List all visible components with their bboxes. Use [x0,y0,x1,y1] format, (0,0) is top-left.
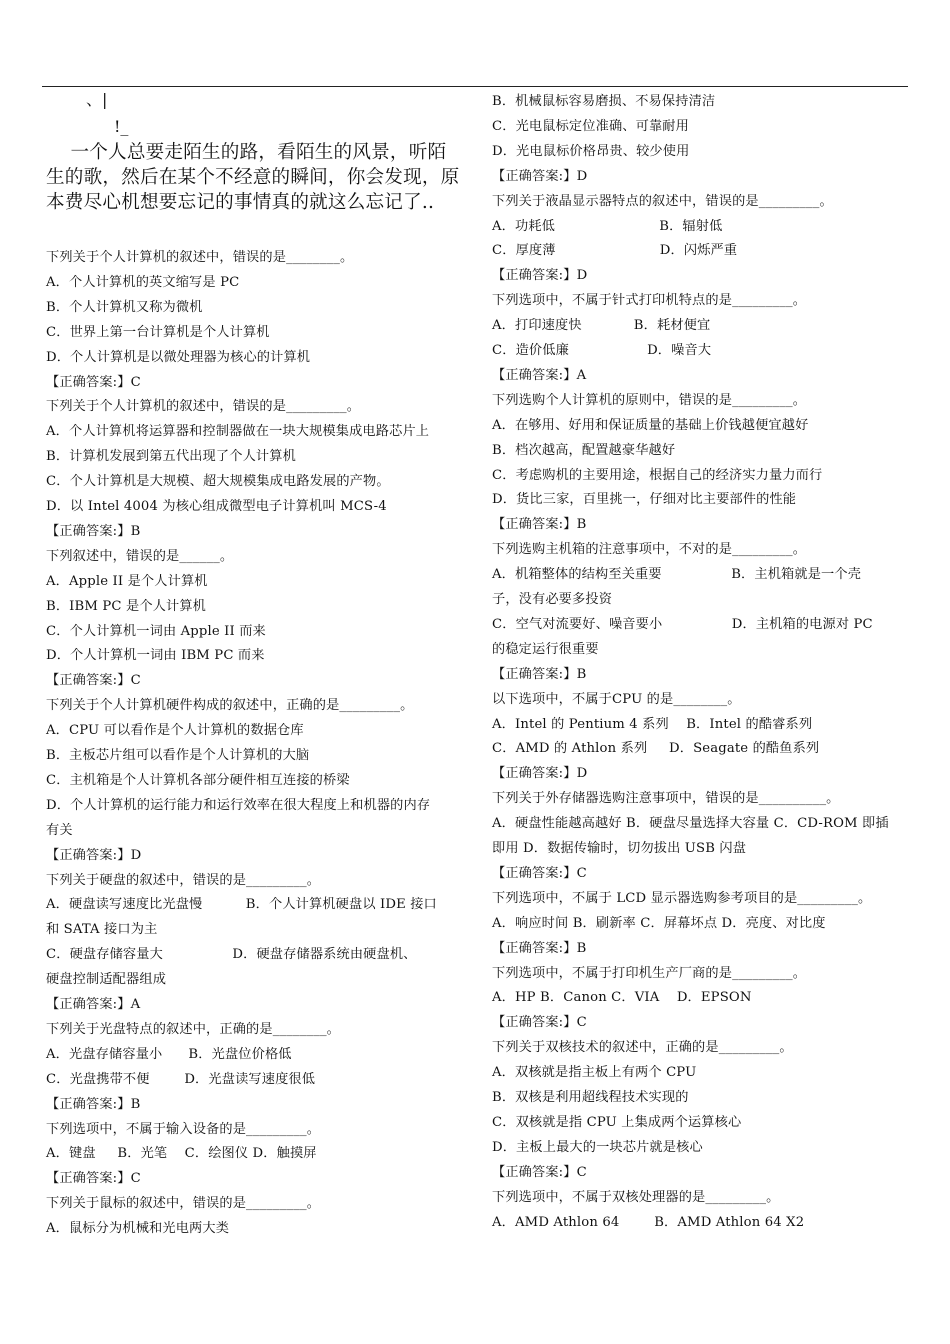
question-text: 下列叙述中，错误的是______。 [46,548,234,564]
question-text: 以下选项中，不属于CPU 的是________。 [492,691,741,707]
option-line: A．Intel 的 Pentium 4 系列 B．Intel 的酷睿系列 [492,716,813,732]
option-line: D．个人计算机是以微处理器为核心的计算机 [46,349,311,365]
question-text: 下列选购个人计算机的原则中，错误的是_________。 [492,392,807,408]
answer-line: 【正确答案:】A [46,997,141,1012]
question-text: 下列关于个人计算机的叙述中，错误的是_________。 [46,399,361,415]
answer-line: 【正确答案:】C [46,1171,141,1187]
option-line: D．主板上最大的一块芯片就是核心 [492,1139,703,1155]
question-text: 下列关于液晶显示器特点的叙述中，错误的是_________。 [492,193,833,209]
option-line: A．键盘 B．光笔 C．绘图仪 D．触摸屏 [46,1146,317,1162]
option-line: A．双核就是指主板上有两个 CPU [492,1065,697,1081]
option-line: D．个人计算机的运行能力和运行效率在很大程度上和机器的内存 [46,797,431,813]
continuation-line: 和 SATA 接口为主 [46,922,158,938]
option-line: C．造价低廉 D．噪音大 [492,343,712,358]
continuation-line: 硬盘控制适配器组成 [46,972,167,988]
option-line: C．个人计算机是大规模、超大规模集成电路发展的产物。 [46,474,390,490]
option-line: A．机箱整体的结构至关重要 B．主机箱就是一个壳 [492,567,862,583]
question-text: 下列关于个人计算机的叙述中，错误的是________。 [46,250,354,265]
option-line: C．硬盘存储容量大 D．硬盘存储器系统由硬盘机、 [46,947,417,963]
answer-line: 【正确答案:】C [46,374,141,390]
continuation-line: 即用 D．数据传输时，切勿拔出 USB 闪盘 [492,841,747,856]
continuation-line: 的稳定运行很重要 [492,641,599,657]
option-line: A．Apple II 是个人计算机 [46,573,208,589]
option-line: A．功耗低 B．辐射低 [492,218,723,234]
option-line: A．AMD Athlon 64 B．AMD Athlon 64 X2 [492,1214,805,1230]
continuation-line: 子，没有必要多投资 [492,592,613,607]
option-line: B．机械鼠标容易磨损、不易保持清洁 [492,94,716,109]
option-line: C．世界上第一台计算机是个人计算机 [46,324,270,340]
option-line: D．光电鼠标价格昂贵、较少使用 [492,143,690,159]
option-line: C．厚度薄 D．闪烁严重 [492,243,738,259]
question-text: 下列选项中，不属于 LCD 显示器选购参考项目的是_________。 [492,890,872,906]
option-line: D．以 Intel 4004 为核心组成微型电子计算机叫 MCS-4 [46,499,387,514]
answer-line: 【正确答案:】B [492,517,587,533]
option-line: A．在够用、好用和保证质量的基础上价钱越便宜越好 [492,417,809,433]
answer-line: 【正确答案:】A [492,367,587,383]
question-text: 下列选项中，不属于打印机生产厂商的是_________。 [492,965,807,981]
option-line: C．主机箱是个人计算机各部分硬件相互连接的桥梁 [46,772,350,788]
answer-line: 【正确答案:】B [46,1096,141,1112]
question-text: 下列选项中，不属于双核处理器的是_________。 [492,1189,780,1205]
answer-line: 【正确答案:】B [46,523,141,539]
answer-line: 【正确答案:】D [492,766,588,782]
question-text: 下列关于光盘特点的叙述中，正确的是________。 [46,1021,341,1037]
option-line: A．CPU 可以看作是个人计算机的数据仓库 [46,723,304,739]
intro-quote-line: 一个人总要走陌生的路，看陌生的风景，听陌 [46,142,447,163]
intro-quote-line: 本费尽心机想要忘记的事情真的就这么忘记了.. [46,192,435,213]
answer-line: 【正确答案:】C [492,1015,587,1031]
question-text: 下列关于双核技术的叙述中，正确的是_________。 [492,1040,793,1056]
header-mark: 、| [86,90,108,109]
answer-line: 【正确答案:】B [492,666,587,682]
answer-line: 【正确答案:】C [492,1164,587,1180]
option-line: A．打印速度快 B．耗材便宜 [492,318,711,334]
option-line: B．双核是利用超线程技术实现的 [492,1090,689,1105]
option-line: C．空气对流要好、噪音要小 D．主机箱的电源对 PC [492,616,873,632]
option-line: B．IBM PC 是个人计算机 [46,598,207,614]
option-line: C．考虑购机的主要用途，根据自己的经济实力量力而行 [492,467,823,483]
option-line: B．档次越高，配置越豪华越好 [492,442,676,458]
option-line: A．光盘存储容量小 B．光盘位价格低 [46,1046,292,1062]
option-line: D．货比三家，百里挑一，仔细对比主要部件的性能 [492,492,797,508]
answer-line: 【正确答案:】D [492,168,588,184]
option-line: A．个人计算机的英文缩写是 PC [46,274,240,290]
answer-line: 【正确答案:】B [492,940,587,956]
option-line: A．鼠标分为机械和光电两大类 [46,1221,230,1237]
answer-line: 【正确答案:】D [492,268,588,284]
option-line: A．硬盘读写速度比光盘慢 B．个人计算机硬盘以 IDE 接口 [46,897,437,913]
option-line: A．个人计算机将运算器和控制器做在一块大规模集成电路芯片上 [46,424,430,440]
option-line: D．个人计算机一词由 IBM PC 而来 [46,648,265,664]
continuation-line: 有关 [46,822,73,838]
option-line: A．HP B．Canon C．VIA D．EPSON [492,990,752,1006]
question-text: 下列选项中，不属于针式打印机特点的是_________。 [492,293,807,309]
header-mark: !_ [114,117,129,136]
top-rule [42,86,908,87]
option-line: A．响应时间 B．刷新率 C．屏幕坏点 D．亮度、对比度 [492,915,826,931]
option-line: C．双核就是指 CPU 上集成两个运算核心 [492,1114,742,1130]
question-text: 下列关于鼠标的叙述中，错误的是_________。 [46,1196,321,1212]
option-line: C．个人计算机一词由 Apple II 而来 [46,623,266,639]
question-text: 下列关于外存储器选购注意事项中，错误的是__________。 [492,791,840,807]
answer-line: 【正确答案:】C [46,673,141,689]
option-line: B．个人计算机又称为微机 [46,299,203,315]
option-line: B．计算机发展到第五代出现了个人计算机 [46,449,296,465]
option-line: C．光电鼠标定位准确、可靠耐用 [492,118,689,134]
option-line: C．AMD 的 Athlon 系列 D．Seagate 的酷鱼系列 [492,741,820,757]
option-line: A．硬盘性能越高越好 B．硬盘尽量选择大容量 C．CD-ROM 即插 [492,816,889,832]
intro-quote-line: 生的歌，然后在某个不经意的瞬间，你会发现，原 [46,167,460,188]
option-line: B．主板芯片组可以看作是个人计算机的大脑 [46,748,310,763]
answer-line: 【正确答案:】D [46,847,142,863]
question-text: 下列关于硬盘的叙述中，错误的是_________。 [46,872,321,888]
answer-line: 【正确答案:】C [492,865,587,881]
option-line: C．光盘携带不便 D．光盘读写速度很低 [46,1071,316,1087]
question-text: 下列选购主机箱的注意事项中，不对的是_________。 [492,542,807,558]
question-text: 下列关于个人计算机硬件构成的叙述中，正确的是_________。 [46,698,414,714]
question-text: 下列选项中，不属于输入设备的是_________。 [46,1121,321,1137]
